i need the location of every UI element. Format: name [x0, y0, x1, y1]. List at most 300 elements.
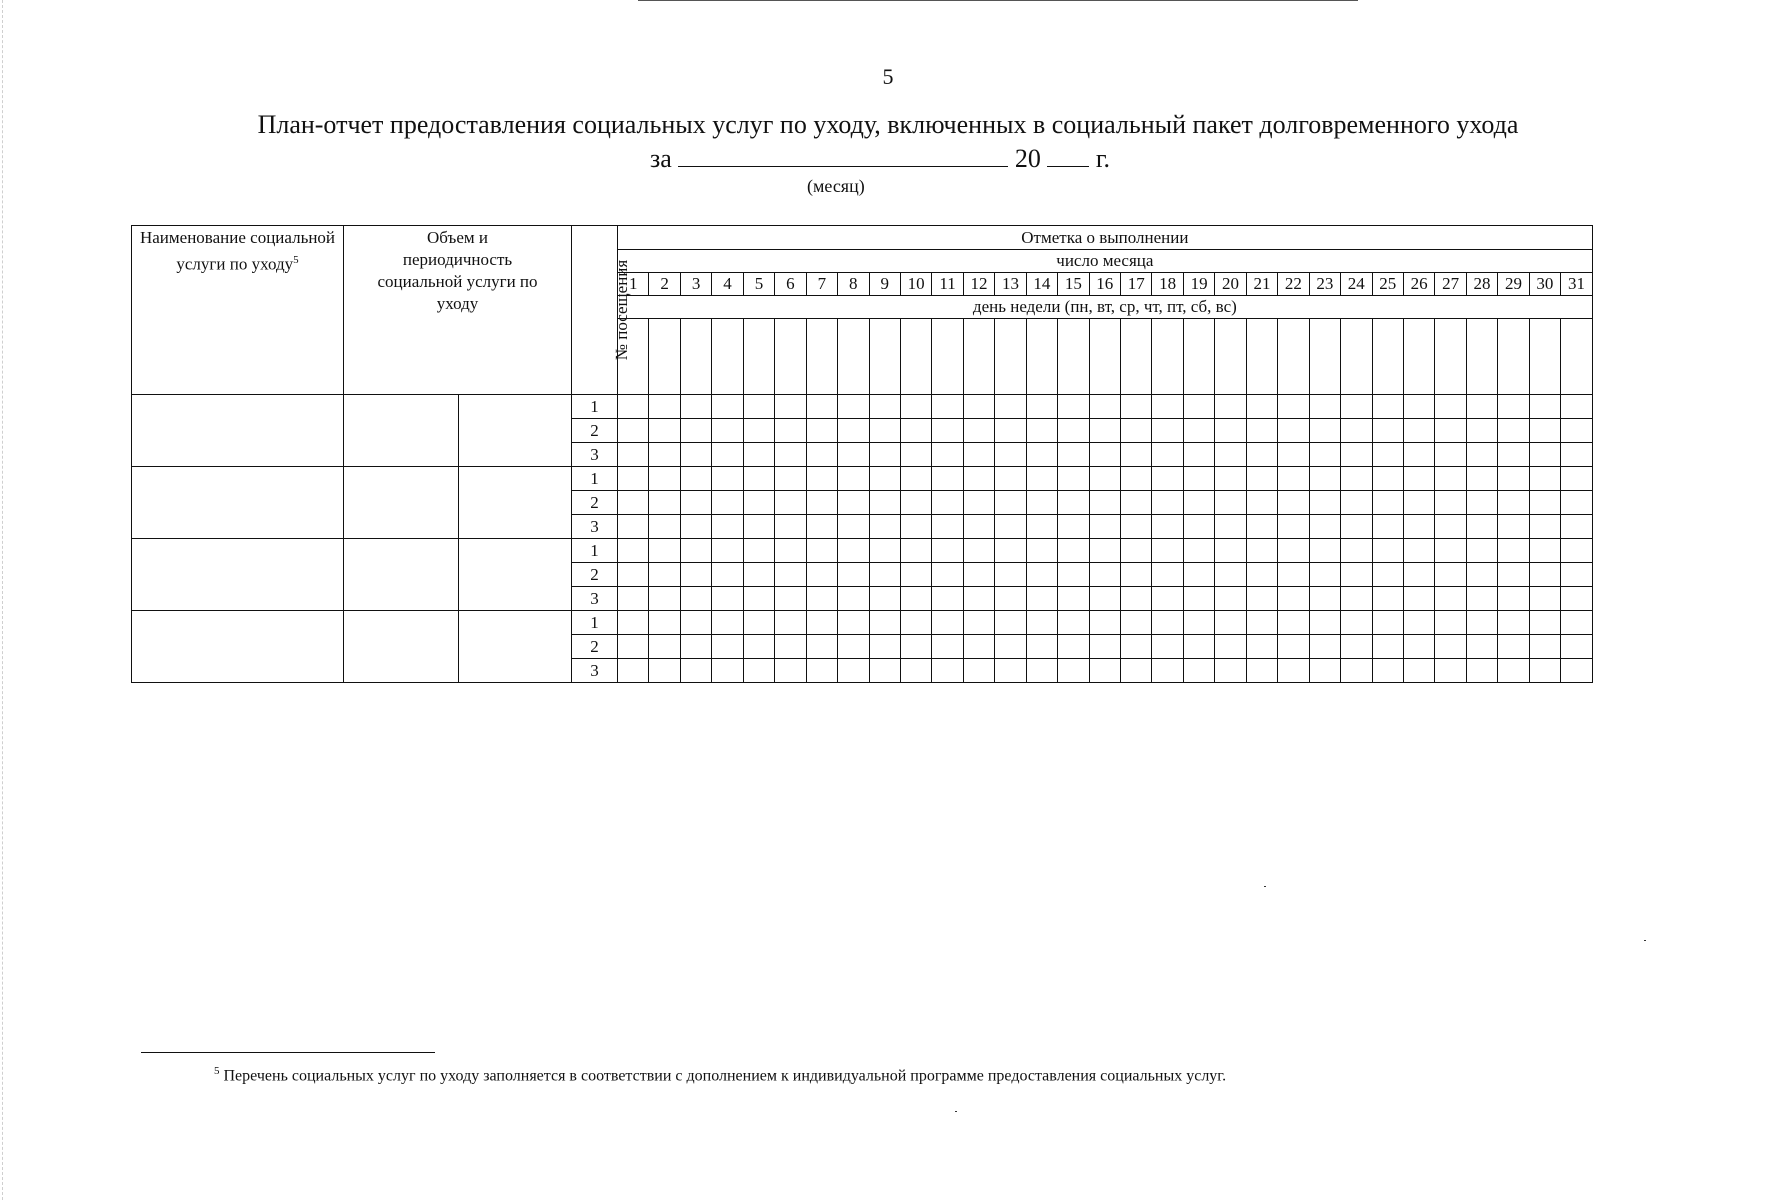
- mark-cell: [1246, 587, 1277, 611]
- mark-cell: [1026, 611, 1057, 635]
- mark-cell: [1372, 635, 1403, 659]
- mark-cell: [1466, 419, 1497, 443]
- mark-cell: [1058, 395, 1089, 419]
- mark-cell: [1215, 587, 1246, 611]
- period-prefix: за: [650, 144, 672, 173]
- visit-number-cell: 2: [572, 563, 618, 587]
- mark-cell: [618, 539, 649, 563]
- mark-cell: [1372, 395, 1403, 419]
- mark-cell: [618, 443, 649, 467]
- day-number-cell: 10: [900, 273, 931, 296]
- weekday-cell: [1498, 319, 1529, 395]
- mark-cell: [963, 467, 994, 491]
- mark-cell: [1278, 419, 1309, 443]
- plan-report-table: [131, 225, 1593, 683]
- mark-cell: [1529, 539, 1560, 563]
- mark-cell: [838, 659, 869, 683]
- mark-cell: [1058, 419, 1089, 443]
- mark-cell: [838, 587, 869, 611]
- weekday-cell: [1089, 319, 1120, 395]
- mark-cell: [743, 659, 774, 683]
- mark-cell: [1341, 395, 1372, 419]
- mark-cell: [1529, 467, 1560, 491]
- mark-cell: [1089, 539, 1120, 563]
- header-volume: [344, 226, 572, 395]
- mark-cell: [1152, 611, 1183, 635]
- header-visit-number-label: № посещения: [612, 259, 632, 361]
- mark-cell: [1372, 539, 1403, 563]
- mark-cell: [995, 467, 1026, 491]
- mark-cell: [743, 515, 774, 539]
- period-year: 20: [1014, 144, 1041, 173]
- mark-cell: [743, 635, 774, 659]
- mark-cell: [995, 515, 1026, 539]
- day-number-cell: 21: [1246, 273, 1277, 296]
- mark-cell: [1372, 491, 1403, 515]
- mark-cell: [1341, 443, 1372, 467]
- weekday-cell: [1058, 319, 1089, 395]
- mark-cell: [1121, 539, 1152, 563]
- mark-cell: [1026, 563, 1057, 587]
- mark-cell: [1246, 467, 1277, 491]
- mark-cell: [1309, 443, 1340, 467]
- mark-cell: [1561, 635, 1593, 659]
- mark-cell: [900, 491, 931, 515]
- mark-cell: [995, 419, 1026, 443]
- mark-cell: [1466, 587, 1497, 611]
- mark-cell: [1403, 491, 1434, 515]
- mark-cell: [806, 659, 837, 683]
- mark-cell: [932, 539, 963, 563]
- mark-cell: [680, 539, 711, 563]
- mark-cell: [869, 515, 900, 539]
- mark-cell: [618, 467, 649, 491]
- mark-cell: [618, 587, 649, 611]
- mark-cell: [932, 611, 963, 635]
- mark-cell: [1278, 467, 1309, 491]
- mark-cell: [1403, 395, 1434, 419]
- day-number-cell: 7: [806, 273, 837, 296]
- mark-cell: [869, 587, 900, 611]
- mark-cell: [1058, 515, 1089, 539]
- mark-cell: [1561, 659, 1593, 683]
- mark-cell: [900, 659, 931, 683]
- mark-cell: [1278, 635, 1309, 659]
- mark-cell: [1341, 419, 1372, 443]
- mark-cell: [1026, 659, 1057, 683]
- mark-cell: [1089, 563, 1120, 587]
- footnote-text: Перечень социальных услуг по уходу заполняется в соответствии с дополнением к индивидуальной программе предоставления социальных услуг.: [223, 1067, 1227, 1085]
- mark-cell: [1121, 563, 1152, 587]
- mark-cell: [1089, 587, 1120, 611]
- mark-cell: [743, 395, 774, 419]
- mark-cell: [1561, 491, 1593, 515]
- visit-number-cell: 1: [572, 611, 618, 635]
- day-number-cell: 8: [838, 273, 869, 296]
- mark-cell: [900, 443, 931, 467]
- mark-cell: [1498, 587, 1529, 611]
- mark-cell: [1341, 491, 1372, 515]
- month-blank: [678, 166, 1008, 167]
- mark-cell: [1058, 611, 1089, 635]
- mark-cell: [1089, 467, 1120, 491]
- mark-cell: [1215, 539, 1246, 563]
- mark-cell: [806, 611, 837, 635]
- day-number-cell: 19: [1183, 273, 1214, 296]
- mark-cell: [1341, 611, 1372, 635]
- mark-cell: [1498, 443, 1529, 467]
- weekday-cell: [869, 319, 900, 395]
- mark-cell: [1058, 539, 1089, 563]
- day-number-cell: 6: [775, 273, 806, 296]
- mark-cell: [1309, 635, 1340, 659]
- mark-cell: [1372, 611, 1403, 635]
- mark-cell: [900, 635, 931, 659]
- mark-cell: [1498, 395, 1529, 419]
- mark-cell: [649, 443, 680, 467]
- mark-cell: [775, 491, 806, 515]
- mark-cell: [806, 443, 837, 467]
- mark-cell: [1278, 395, 1309, 419]
- mark-cell: [932, 563, 963, 587]
- mark-cell: [1152, 491, 1183, 515]
- mark-cell: [743, 587, 774, 611]
- mark-cell: [1278, 563, 1309, 587]
- mark-cell: [775, 563, 806, 587]
- mark-cell: [1026, 419, 1057, 443]
- mark-cell: [1435, 659, 1466, 683]
- mark-cell: [1498, 515, 1529, 539]
- mark-cell: [1152, 635, 1183, 659]
- mark-cell: [838, 467, 869, 491]
- visit-number-cell: 2: [572, 491, 618, 515]
- mark-cell: [963, 563, 994, 587]
- mark-cell: [900, 611, 931, 635]
- mark-cell: [1058, 587, 1089, 611]
- mark-cell: [1529, 395, 1560, 419]
- mark-cell: [1372, 659, 1403, 683]
- service-volume-cell: [344, 539, 459, 611]
- header-visit-number: [572, 226, 632, 395]
- mark-cell: [743, 491, 774, 515]
- mark-cell: [1152, 467, 1183, 491]
- mark-cell: [838, 515, 869, 539]
- mark-cell: [1498, 659, 1529, 683]
- mark-cell: [1435, 443, 1466, 467]
- weekday-cell: [1529, 319, 1560, 395]
- mark-cell: [618, 491, 649, 515]
- mark-cell: [1121, 419, 1152, 443]
- mark-cell: [932, 635, 963, 659]
- mark-cell: [869, 491, 900, 515]
- mark-cell: [1309, 659, 1340, 683]
- month-hint: (месяц): [807, 176, 865, 196]
- day-number-cell: 31: [1561, 273, 1593, 296]
- mark-cell: [1372, 563, 1403, 587]
- mark-cell: [1121, 587, 1152, 611]
- mark-cell: [680, 443, 711, 467]
- mark-cell: [963, 587, 994, 611]
- scan-speck: [1264, 886, 1266, 887]
- mark-cell: [1529, 587, 1560, 611]
- mark-cell: [1246, 611, 1277, 635]
- mark-cell: [1309, 563, 1340, 587]
- mark-cell: [1561, 587, 1593, 611]
- mark-cell: [806, 635, 837, 659]
- mark-cell: [1529, 515, 1560, 539]
- mark-cell: [1121, 611, 1152, 635]
- mark-cell: [680, 635, 711, 659]
- header-service-name: [132, 226, 344, 395]
- mark-cell: [1341, 659, 1372, 683]
- day-number-cell: 18: [1152, 273, 1183, 296]
- mark-cell: [1121, 467, 1152, 491]
- day-number-cell: 23: [1309, 273, 1340, 296]
- mark-cell: [712, 419, 743, 443]
- mark-cell: [743, 563, 774, 587]
- mark-cell: [1183, 611, 1214, 635]
- mark-cell: [743, 539, 774, 563]
- mark-cell: [1089, 635, 1120, 659]
- day-number-cell: 9: [869, 273, 900, 296]
- mark-cell: [838, 419, 869, 443]
- service-volume-cell: [344, 467, 459, 539]
- mark-cell: [1026, 515, 1057, 539]
- mark-cell: [1498, 491, 1529, 515]
- weekday-cell: [1152, 319, 1183, 395]
- mark-cell: [1435, 491, 1466, 515]
- day-number-cell: 22: [1278, 273, 1309, 296]
- mark-cell: [963, 515, 994, 539]
- mark-cell: [1309, 515, 1340, 539]
- mark-cell: [806, 563, 837, 587]
- mark-cell: [1466, 539, 1497, 563]
- mark-cell: [1498, 635, 1529, 659]
- weekday-cell: [1341, 319, 1372, 395]
- mark-cell: [1403, 659, 1434, 683]
- mark-cell: [1561, 611, 1593, 635]
- service-name-cell: [132, 539, 344, 611]
- mark-cell: [1215, 659, 1246, 683]
- weekday-cell: [1403, 319, 1434, 395]
- weekday-cell: [1561, 319, 1593, 395]
- mark-cell: [1183, 563, 1214, 587]
- mark-cell: [680, 563, 711, 587]
- mark-cell: [1466, 515, 1497, 539]
- mark-cell: [1529, 611, 1560, 635]
- top-rule: [638, 0, 1358, 1]
- mark-cell: [995, 395, 1026, 419]
- mark-cell: [1089, 659, 1120, 683]
- mark-cell: [712, 635, 743, 659]
- mark-cell: [1561, 539, 1593, 563]
- mark-cell: [680, 611, 711, 635]
- mark-cell: [1309, 539, 1340, 563]
- mark-cell: [1058, 491, 1089, 515]
- day-number-cell: 11: [932, 273, 963, 296]
- service-periodicity-cell: [459, 395, 572, 467]
- weekday-cell: [932, 319, 963, 395]
- visit-number-cell: 2: [572, 419, 618, 443]
- visit-number-cell: 3: [572, 443, 618, 467]
- mark-cell: [649, 467, 680, 491]
- mark-cell: [1529, 659, 1560, 683]
- header-weekday: день недели (пн, вт, ср, чт, пт, сб, вс): [618, 296, 1593, 319]
- mark-cell: [1026, 491, 1057, 515]
- mark-cell: [1435, 395, 1466, 419]
- mark-cell: [1278, 491, 1309, 515]
- mark-cell: [1278, 587, 1309, 611]
- mark-cell: [649, 419, 680, 443]
- mark-cell: [963, 419, 994, 443]
- mark-cell: [869, 635, 900, 659]
- mark-cell: [1372, 467, 1403, 491]
- mark-cell: [1121, 515, 1152, 539]
- mark-cell: [680, 659, 711, 683]
- mark-cell: [743, 611, 774, 635]
- mark-cell: [806, 419, 837, 443]
- page-edge: [2, 0, 3, 1200]
- mark-cell: [900, 419, 931, 443]
- table-row: [132, 395, 1593, 419]
- weekday-cell: [900, 319, 931, 395]
- mark-cell: [1403, 611, 1434, 635]
- mark-cell: [1341, 635, 1372, 659]
- mark-cell: [806, 491, 837, 515]
- mark-cell: [1561, 563, 1593, 587]
- mark-cell: [963, 539, 994, 563]
- scan-speck: [1644, 940, 1646, 941]
- mark-cell: [743, 467, 774, 491]
- mark-cell: [1498, 539, 1529, 563]
- weekday-cell: [775, 319, 806, 395]
- mark-cell: [869, 659, 900, 683]
- mark-cell: [869, 443, 900, 467]
- mark-cell: [680, 491, 711, 515]
- mark-cell: [963, 659, 994, 683]
- mark-cell: [1183, 515, 1214, 539]
- mark-cell: [1121, 659, 1152, 683]
- mark-cell: [1466, 467, 1497, 491]
- visit-number-cell: 2: [572, 635, 618, 659]
- day-number-cell: 14: [1026, 273, 1057, 296]
- mark-cell: [1121, 635, 1152, 659]
- mark-cell: [1561, 395, 1593, 419]
- mark-cell: [1152, 659, 1183, 683]
- mark-cell: [1183, 419, 1214, 443]
- mark-cell: [1372, 587, 1403, 611]
- mark-cell: [712, 515, 743, 539]
- mark-cell: [1215, 635, 1246, 659]
- mark-cell: [1215, 443, 1246, 467]
- mark-cell: [618, 395, 649, 419]
- mark-cell: [775, 515, 806, 539]
- service-periodicity-cell: [459, 467, 572, 539]
- mark-cell: [1466, 443, 1497, 467]
- weekday-cell: [995, 319, 1026, 395]
- mark-cell: [1466, 611, 1497, 635]
- mark-cell: [1309, 611, 1340, 635]
- weekday-cell: [743, 319, 774, 395]
- period-line: [650, 144, 1110, 174]
- mark-cell: [649, 515, 680, 539]
- mark-cell: [963, 635, 994, 659]
- day-number-cell: 15: [1058, 273, 1089, 296]
- mark-cell: [1435, 635, 1466, 659]
- day-number-cell: 30: [1529, 273, 1560, 296]
- mark-cell: [680, 395, 711, 419]
- mark-cell: [1561, 467, 1593, 491]
- header-volume-label: Объем и периодичность социальной услуги по уходу: [377, 228, 538, 313]
- table-row: [132, 467, 1593, 491]
- day-number-cell: 27: [1435, 273, 1466, 296]
- table-row: [132, 539, 1593, 563]
- mark-cell: [680, 587, 711, 611]
- mark-cell: [869, 611, 900, 635]
- mark-cell: [775, 539, 806, 563]
- day-number-cell: 3: [680, 273, 711, 296]
- mark-cell: [869, 539, 900, 563]
- day-number-cell: 16: [1089, 273, 1120, 296]
- mark-cell: [932, 443, 963, 467]
- mark-cell: [1403, 515, 1434, 539]
- mark-cell: [1403, 635, 1434, 659]
- mark-cell: [1372, 515, 1403, 539]
- day-number-cell: 25: [1372, 273, 1403, 296]
- day-number-cell: 26: [1403, 273, 1434, 296]
- service-name-cell: [132, 467, 344, 539]
- mark-cell: [1278, 659, 1309, 683]
- day-number-cell: 4: [712, 273, 743, 296]
- mark-cell: [775, 419, 806, 443]
- mark-cell: [1183, 395, 1214, 419]
- mark-cell: [869, 467, 900, 491]
- mark-cell: [1246, 419, 1277, 443]
- mark-cell: [1058, 659, 1089, 683]
- mark-cell: [900, 515, 931, 539]
- mark-cell: [649, 563, 680, 587]
- mark-cell: [1529, 563, 1560, 587]
- day-number-cell: 2: [649, 273, 680, 296]
- day-number-cell: 29: [1498, 273, 1529, 296]
- mark-cell: [932, 395, 963, 419]
- weekday-cell: [1435, 319, 1466, 395]
- mark-cell: [1058, 467, 1089, 491]
- mark-cell: [1498, 467, 1529, 491]
- mark-cell: [1152, 395, 1183, 419]
- mark-cell: [1246, 539, 1277, 563]
- weekday-cell: [649, 319, 680, 395]
- mark-cell: [680, 515, 711, 539]
- mark-cell: [1341, 467, 1372, 491]
- footnote-separator: [141, 1052, 435, 1053]
- mark-cell: [1403, 419, 1434, 443]
- mark-cell: [1466, 395, 1497, 419]
- mark-cell: [932, 491, 963, 515]
- mark-cell: [1183, 443, 1214, 467]
- mark-cell: [1058, 635, 1089, 659]
- service-volume-cell: [344, 611, 459, 683]
- weekday-cell: [1215, 319, 1246, 395]
- service-name-cell: [132, 395, 344, 467]
- mark-cell: [1246, 563, 1277, 587]
- mark-cell: [1246, 395, 1277, 419]
- mark-cell: [869, 395, 900, 419]
- mark-cell: [838, 491, 869, 515]
- mark-cell: [712, 563, 743, 587]
- mark-cell: [1152, 539, 1183, 563]
- mark-cell: [712, 539, 743, 563]
